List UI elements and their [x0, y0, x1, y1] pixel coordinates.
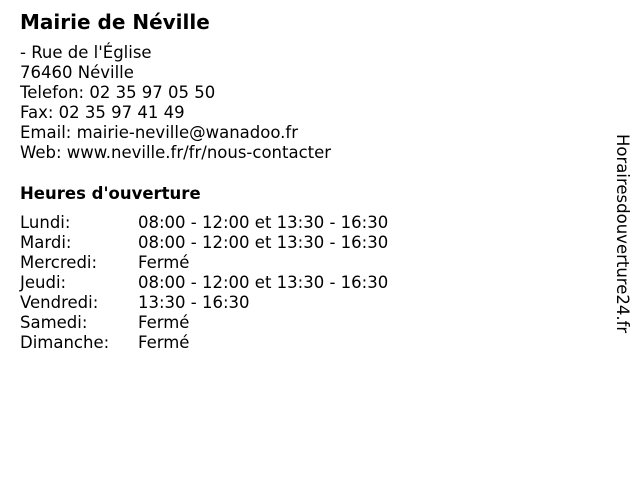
day-label: Mercredi: — [20, 253, 98, 272]
address-city: 76460 Néville — [20, 63, 134, 82]
day-hours: Fermé — [138, 313, 190, 332]
day-label: Vendredi: — [20, 293, 99, 312]
day-label: Dimanche: — [20, 333, 110, 352]
opening-hours-list — [20, 213, 440, 353]
hours-row-vendredi — [20, 293, 440, 313]
hours-row-lundi — [20, 213, 440, 233]
hours-row-mercredi — [20, 253, 440, 273]
address-street: - Rue de l'Église — [20, 43, 152, 62]
day-label: Mardi: — [20, 233, 72, 252]
hours-row-mardi — [20, 233, 440, 253]
day-hours: 08:00 - 12:00 et 13:30 - 16:30 — [138, 213, 389, 232]
day-hours: 08:00 - 12:00 et 13:30 - 16:30 — [138, 273, 389, 292]
website-url: Web: www.neville.fr/fr/nous-contacter — [20, 143, 332, 162]
hours-row-dimanche — [20, 333, 440, 353]
hours-row-samedi — [20, 313, 440, 333]
hours-row-jeudi — [20, 273, 440, 293]
phone-number: Telefon: 02 35 97 05 50 — [20, 83, 216, 102]
day-label: Samedi: — [20, 313, 88, 332]
watermark-text: Horairesdouverture24.fr — [613, 134, 632, 334]
day-label: Jeudi: — [20, 273, 67, 292]
day-hours: Fermé — [138, 253, 190, 272]
day-label: Lundi: — [20, 213, 71, 232]
page-title: Mairie de Néville — [20, 10, 210, 34]
day-hours: Fermé — [138, 333, 190, 352]
day-hours: 13:30 - 16:30 — [138, 293, 250, 312]
fax-number: Fax: 02 35 97 41 49 — [20, 103, 185, 122]
day-hours: 08:00 - 12:00 et 13:30 - 16:30 — [138, 233, 389, 252]
email-address: Email: mairie-neville@wanadoo.fr — [20, 123, 298, 142]
opening-hours-heading: Heures d'ouverture — [20, 184, 201, 203]
contact-block — [20, 43, 331, 163]
